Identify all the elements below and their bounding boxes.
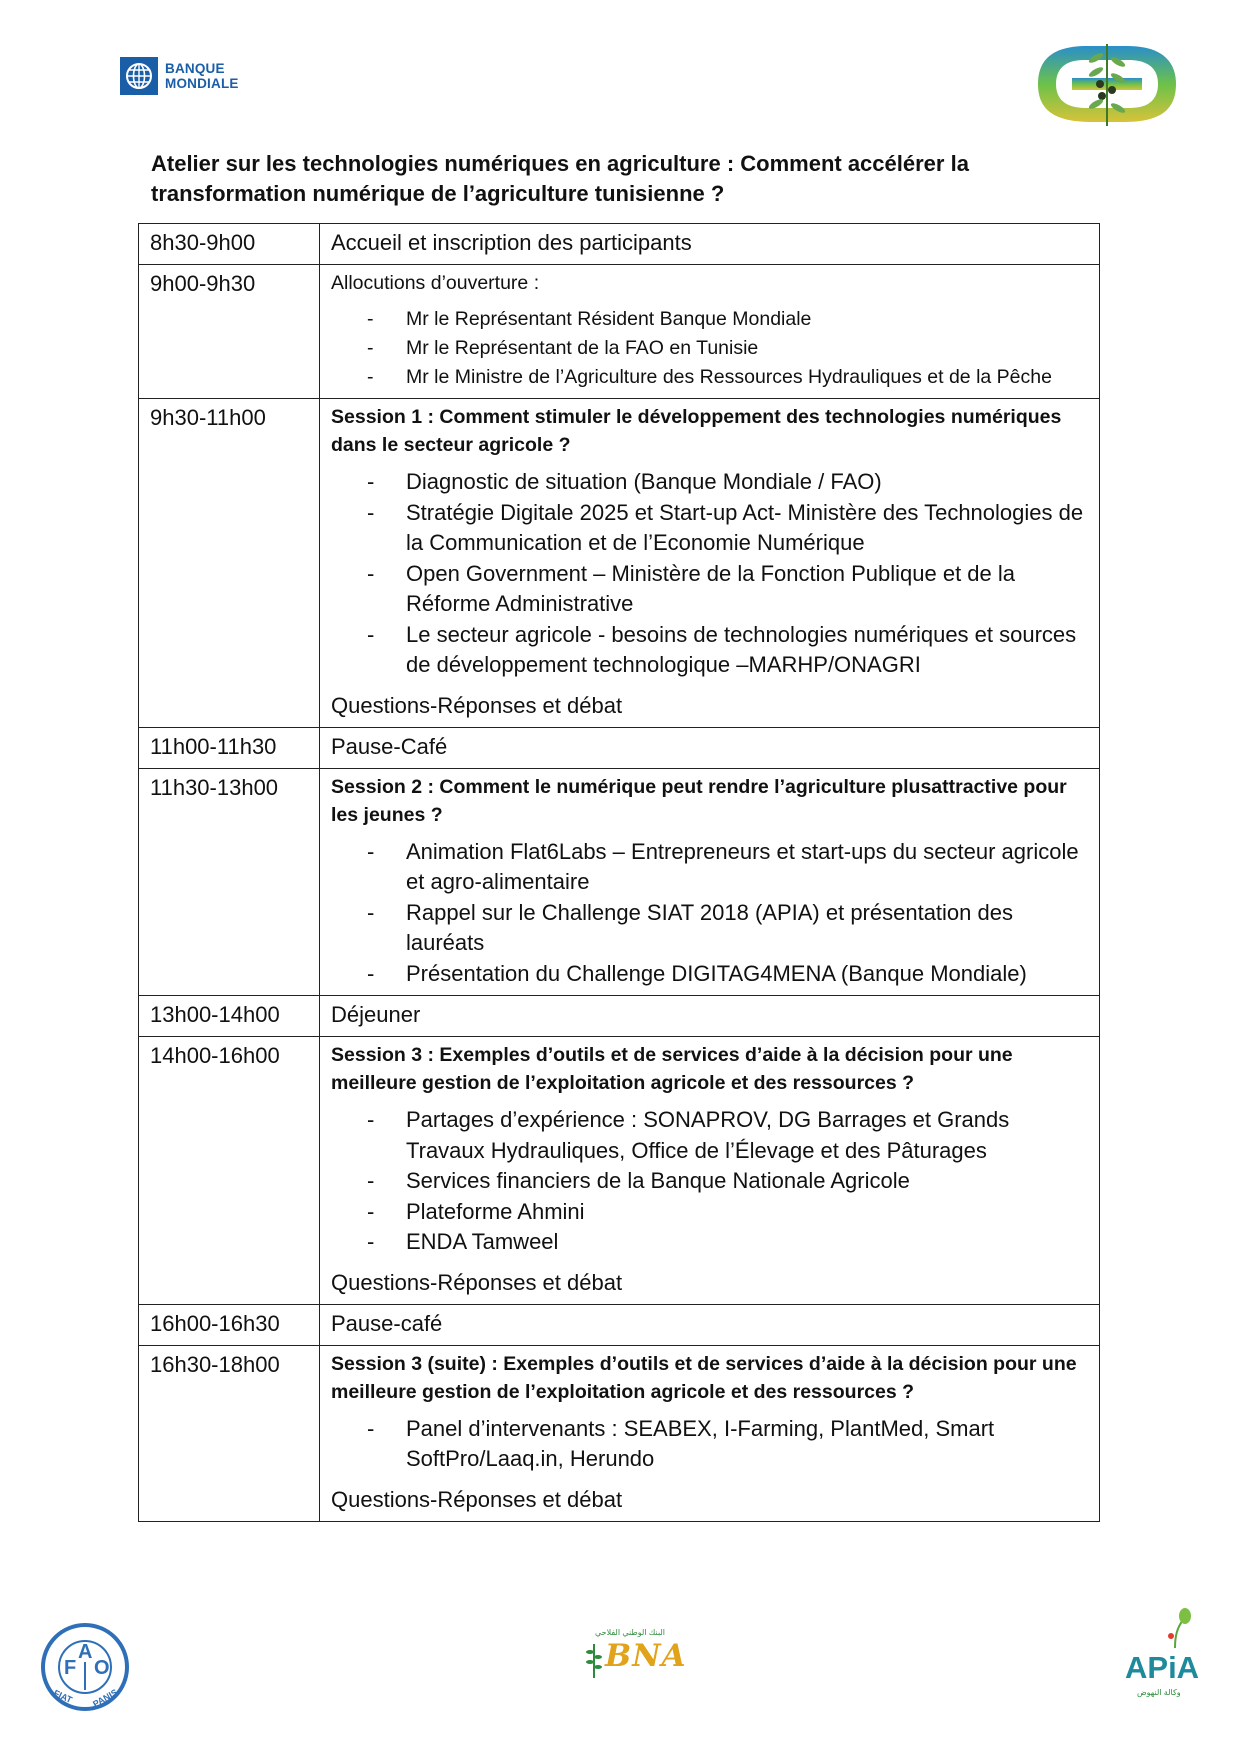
time-slot: 11h00-11h30 xyxy=(139,727,320,768)
list-item: - Animation Flat6Labs – Entrepreneurs et start-ups du secteur agricole et agro-alimentaire xyxy=(331,837,1089,898)
time-slot: 16h30-18h00 xyxy=(139,1345,320,1521)
svg-text:A: A xyxy=(78,1641,93,1663)
list-item: - Présentation du Challenge DIGITAG4MENA (Banque Mondiale) xyxy=(331,959,1089,990)
list-item: - Services financiers de la Banque Nationale Agricole xyxy=(331,1166,1089,1197)
svg-text:O: O xyxy=(94,1657,110,1679)
agenda-row xyxy=(139,224,1100,265)
agenda-item xyxy=(320,768,1100,996)
time-slot: 8h30-9h00 xyxy=(139,224,320,265)
time-slot: 9h30-11h00 xyxy=(139,399,320,728)
agenda-item: Pause-Café xyxy=(320,727,1100,768)
time-slot: 11h30-13h00 xyxy=(139,768,320,996)
apia-logo xyxy=(1125,1606,1225,1716)
svg-text:PANIS: PANIS xyxy=(91,1687,120,1710)
agenda-row xyxy=(139,1345,1100,1521)
list-item: - ENDA Tamweel xyxy=(331,1227,1089,1258)
session-items xyxy=(331,837,1089,990)
olive-branch-logo xyxy=(1032,38,1182,130)
agenda-item: Pause-café xyxy=(320,1304,1100,1345)
agenda-item: Déjeuner xyxy=(320,996,1100,1037)
sprout-icon xyxy=(1155,1606,1195,1650)
list-item: - Partages d’expérience : SONAPROV, DG Barrages et Grands Travaux Hydrauliques, Office de l’Élevage et des Pâturages xyxy=(331,1105,1089,1166)
apia-wordmark: APiA xyxy=(1125,1650,1200,1685)
apia-arabic-name: وكالة النهوض xyxy=(1137,1688,1181,1697)
list-item: - Stratégie Digitale 2025 et Start-up Act- Ministère des Technologies de la Communication et de l’Economie Numérique xyxy=(331,498,1089,559)
list-item: - Plateforme Ahmini xyxy=(331,1197,1089,1228)
list-item: - Le secteur agricole - besoins de technologies numériques et sources de développement technologique –MARHP/ONAGRI xyxy=(331,620,1089,681)
agenda-row xyxy=(139,1037,1100,1305)
agenda-row xyxy=(139,996,1100,1037)
world-bank-wordmark: BANQUE MONDIALE xyxy=(165,61,239,91)
time-slot: 9h00-9h30 xyxy=(139,265,320,399)
document-title: Atelier sur les technologies numériques en agriculture : Comment accélérer la transformation numérique de l’agriculture tunisienne ? xyxy=(151,151,969,206)
agenda-table xyxy=(138,223,1100,1522)
svg-text:FIAT: FIAT xyxy=(52,1687,74,1706)
session-items xyxy=(331,467,1089,681)
bna-wordmark: BNA xyxy=(605,1638,687,1674)
opening-intro: Allocutions d’ouverture : xyxy=(331,272,540,294)
session-title: Session 1 : Comment stimuler le développement des technologies numériques dans le secteur agricole ? xyxy=(331,406,1062,456)
agenda-row xyxy=(139,727,1100,768)
fao-emblem-icon xyxy=(40,1622,130,1712)
world-bank-logo xyxy=(120,57,239,95)
list-item: - Diagnostic de situation (Banque Mondiale / FAO) xyxy=(331,467,1089,498)
agenda-row xyxy=(139,265,1100,399)
questions-answers: Questions-Réponses et débat xyxy=(331,1486,623,1512)
agenda-row xyxy=(139,399,1100,728)
list-item: - Mr le Représentant de la FAO en Tunisie xyxy=(331,334,1089,363)
questions-answers: Questions-Réponses et débat xyxy=(331,692,623,718)
list-item: - Open Government – Ministère de la Fonction Publique et de la Réforme Administrative xyxy=(331,559,1089,620)
session-title: Session 3 : Exemples d’outils et de services d’aide à la décision pour une meilleure gestion de l’exploitation agricole et des ressources ? xyxy=(331,1044,1013,1094)
list-item: - Mr le Ministre de l’Agriculture des Ressources Hydrauliques et de la Pêche xyxy=(331,363,1089,392)
bna-logo xyxy=(583,1626,688,1682)
list-item: - Rappel sur le Challenge SIAT 2018 (APIA) et présentation des lauréats xyxy=(331,898,1089,959)
globe-icon xyxy=(120,57,158,95)
session-title: Session 3 (suite) : Exemples d’outils et de services d’aide à la décision pour une meilleure gestion de l’exploitation agricole et des ressources ? xyxy=(331,1352,1077,1403)
agenda-row xyxy=(139,768,1100,996)
bna-arabic-name: البنك الوطني الفلاحي xyxy=(595,1628,666,1637)
agenda-item xyxy=(320,265,1100,399)
svg-text:F: F xyxy=(64,1657,77,1679)
agenda-item xyxy=(320,399,1100,728)
session-items xyxy=(331,1105,1089,1258)
agenda-item: Accueil et inscription des participants xyxy=(320,224,1100,265)
session-title: Session 2 : Comment le numérique peut rendre l’agriculture plusattractive pour les jeunes ? xyxy=(331,775,1067,826)
list-item: - Panel d’intervenants : SEABEX, I-Farming, PlantMed, Smart SoftPro/Laaq.in, Herundo xyxy=(331,1414,1089,1475)
session-items xyxy=(331,1414,1089,1475)
questions-answers: Questions-Réponses et débat xyxy=(331,1269,623,1295)
agenda-item xyxy=(320,1037,1100,1305)
time-slot: 16h00-16h30 xyxy=(139,1304,320,1345)
agenda-row xyxy=(139,1304,1100,1345)
speaker-list xyxy=(331,305,1089,392)
list-item: - Mr le Représentant Résident Banque Mondiale xyxy=(331,305,1089,334)
time-slot: 13h00-14h00 xyxy=(139,996,320,1037)
time-slot: 14h00-16h00 xyxy=(139,1037,320,1305)
agenda-item xyxy=(320,1345,1100,1521)
wheat-icon xyxy=(583,1640,605,1680)
